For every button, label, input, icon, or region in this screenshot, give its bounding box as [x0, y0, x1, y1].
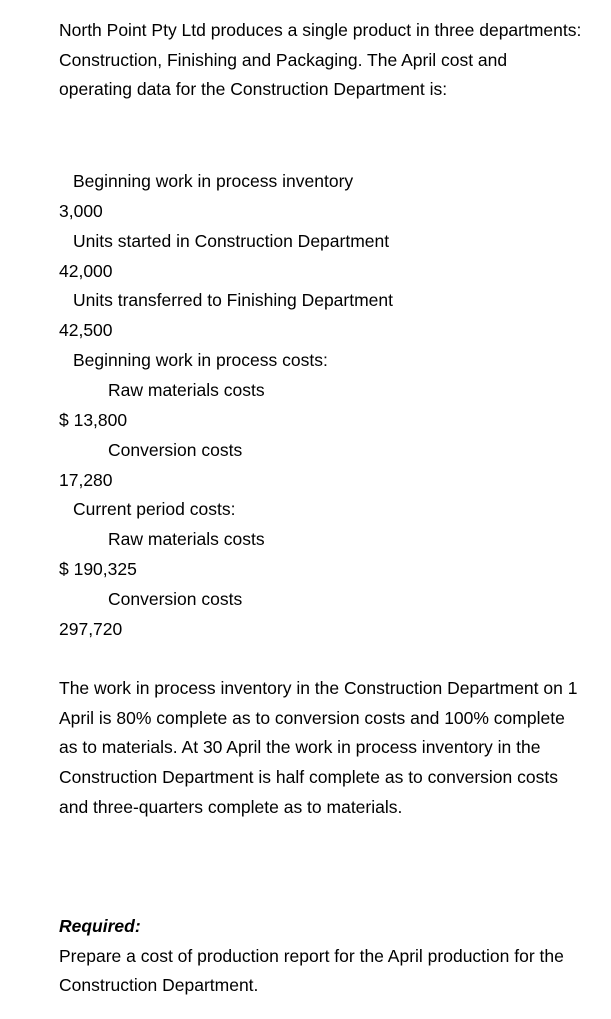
units-transferred-value: 42,500	[59, 320, 113, 340]
intro-paragraph: North Point Pty Ltd produces a single product in three departments: Construction, Finishing and Packaging. The April cost and operating data for the Construction Department is:	[59, 20, 582, 100]
required-section	[59, 912, 584, 1001]
required-text: Prepare a cost of production report for the April production for the Construction Department.	[59, 945, 564, 996]
units-started-value: 42,000	[59, 261, 113, 281]
required-heading: Required:	[59, 916, 141, 936]
begin-conv-label: Conversion costs	[108, 440, 243, 460]
units-transferred-label: Units transferred to Finishing Department	[73, 290, 393, 310]
current-raw-label: Raw materials costs	[108, 529, 265, 549]
current-raw-value: $ 190,325	[59, 559, 137, 579]
current-conv-value: 297,720	[59, 619, 123, 639]
begin-raw-label: Raw materials costs	[108, 380, 265, 400]
beginning-costs-label: Beginning work in process costs:	[73, 350, 328, 370]
begin-conv-value: 17,280	[59, 470, 113, 490]
beginning-wip-label: Beginning work in process inventory	[73, 171, 354, 191]
begin-raw-value: $ 13,800	[59, 410, 128, 430]
beginning-wip-value: 3,000	[59, 201, 103, 221]
units-started-label: Units started in Construction Department	[73, 231, 390, 251]
current-costs-label: Current period costs:	[73, 499, 236, 519]
current-conv-label: Conversion costs	[108, 589, 243, 609]
wip-paragraph: The work in process inventory in the Construction Department on 1 April is 80% complete as to conversion costs and 100% complete as to materials. At 30 April the work in process inventory in the Construction Department is half complete as to conversion costs and three-quarters complete as to materials.	[59, 678, 578, 817]
